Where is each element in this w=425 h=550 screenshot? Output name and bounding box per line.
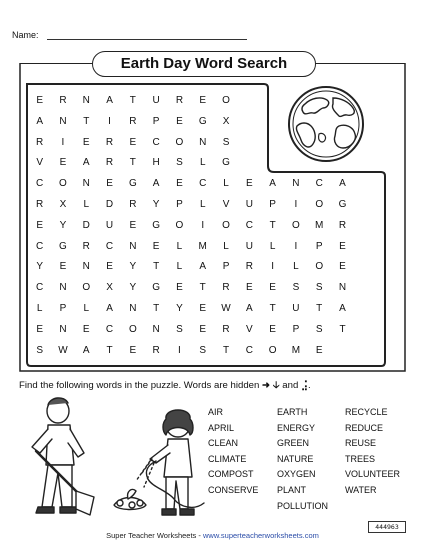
grid-letter[interactable]: N	[152, 323, 160, 335]
arrow-right-icon: ➜	[262, 380, 271, 391]
grid-letter[interactable]: S	[222, 136, 230, 148]
grid-letter[interactable]: G	[338, 198, 347, 210]
grid-letter[interactable]: G	[198, 115, 207, 127]
earth-globe-icon	[283, 82, 373, 164]
grid-letter[interactable]: E	[106, 261, 113, 273]
grid-letter[interactable]: E	[245, 282, 253, 294]
grid-letter[interactable]: A	[106, 95, 113, 106]
grid-letter[interactable]: I	[61, 136, 65, 148]
grid-letter[interactable]: G	[128, 178, 137, 190]
grid-letter[interactable]: C	[245, 344, 253, 356]
grid-letter[interactable]: E	[315, 344, 323, 356]
grid-letter[interactable]: G	[152, 219, 161, 231]
grid-letter[interactable]: C	[105, 240, 114, 252]
grid-letter[interactable]: A	[152, 178, 160, 190]
name-label: Name:	[12, 30, 39, 40]
grid-letter[interactable]: C	[152, 136, 160, 148]
grid-letter[interactable]: T	[222, 344, 230, 356]
grid-letter[interactable]: A	[106, 302, 113, 314]
grid-letter[interactable]: R	[222, 282, 230, 294]
grid-letter[interactable]: S	[315, 323, 323, 335]
grid-letter[interactable]: X	[106, 282, 113, 294]
grid-letter[interactable]: U	[245, 240, 253, 252]
grid-letter[interactable]: N	[129, 240, 137, 252]
grid-letter[interactable]: N	[82, 261, 90, 273]
grid-letter[interactable]: X	[222, 115, 230, 127]
grid-letter[interactable]: C	[105, 323, 114, 335]
grid-letter[interactable]: L	[83, 198, 90, 210]
page-title: Earth Day Word Search	[92, 51, 316, 77]
grid-letter[interactable]: E	[59, 261, 67, 273]
arrow-down-right-icon: ⣨	[300, 380, 309, 391]
grid-letter[interactable]: V	[222, 198, 230, 210]
word-list-item: EARTH	[277, 407, 308, 417]
instructions-and: and	[282, 380, 299, 391]
grid-letter[interactable]: V	[36, 157, 43, 169]
grid-letter[interactable]: R	[222, 323, 230, 335]
instructions-period: .	[308, 380, 311, 391]
grid-letter[interactable]: D	[105, 198, 114, 210]
grid-letter[interactable]: P	[152, 115, 160, 127]
grid-letter[interactable]: E	[199, 323, 207, 335]
grid-letter[interactable]: G	[152, 282, 161, 294]
footer-link[interactable]: www.superteacherworksheets.com	[202, 531, 319, 540]
grid-letter[interactable]: L	[223, 240, 229, 252]
grid-letter[interactable]: L	[293, 261, 299, 273]
grid-letter[interactable]: Y	[59, 219, 67, 231]
grid-letter[interactable]: S	[176, 323, 183, 335]
grid-letter[interactable]: H	[152, 157, 160, 169]
grid-letter[interactable]: T	[129, 95, 136, 106]
grid-letter[interactable]: C	[199, 178, 207, 190]
grid-letter[interactable]: O	[175, 136, 184, 148]
grid-letter[interactable]: C	[315, 178, 323, 190]
grid-letter[interactable]: L	[223, 178, 229, 190]
grid-letter[interactable]: N	[199, 136, 207, 148]
grid-letter[interactable]: P	[269, 198, 276, 210]
grid-letter[interactable]: I	[294, 198, 298, 210]
grid-letter[interactable]: E	[176, 282, 183, 294]
grid-letter[interactable]: T	[269, 302, 276, 314]
grid-letter[interactable]: T	[199, 282, 206, 294]
grid-letter[interactable]: R	[105, 157, 114, 169]
word-list-item: GREEN	[277, 438, 310, 449]
grid-letter[interactable]: W	[221, 302, 231, 314]
grid-letter[interactable]: M	[315, 219, 324, 231]
grid-letter[interactable]: R	[152, 344, 160, 356]
grid-letter[interactable]: A	[36, 115, 43, 127]
grid-letter[interactable]: S	[199, 344, 207, 356]
grid-letter[interactable]: L	[199, 198, 206, 210]
grid-letter[interactable]: R	[59, 95, 67, 106]
grid-letter[interactable]: V	[245, 323, 253, 335]
grid-letter[interactable]: S	[292, 282, 300, 294]
grid-letter[interactable]: S	[36, 344, 43, 356]
grid-letter[interactable]: C	[36, 240, 44, 252]
grid-letter[interactable]: E	[59, 157, 67, 169]
kids-gardening-illustration	[18, 395, 208, 523]
grid-letter[interactable]: M	[198, 240, 207, 252]
grid-letter[interactable]: E	[106, 178, 113, 190]
grid-letter[interactable]: N	[82, 178, 90, 190]
grid-letter[interactable]: N	[338, 282, 347, 294]
grid-letter[interactable]: E	[339, 261, 346, 273]
grid-letter[interactable]: U	[245, 198, 253, 210]
grid-letter[interactable]: U	[105, 219, 114, 231]
grid-letter[interactable]: T	[316, 302, 323, 314]
grid-letter[interactable]: P	[222, 261, 230, 273]
word-list-item: ENERGY	[277, 422, 316, 433]
word-list-item: AIR	[208, 407, 224, 417]
word-list-item: WATER	[345, 484, 377, 495]
grid-letter[interactable]: E	[129, 136, 137, 148]
grid-letter[interactable]: L	[83, 302, 90, 314]
grid-letter[interactable]: R	[36, 198, 44, 210]
grid-letter[interactable]: T	[339, 323, 346, 335]
word-list-item: RECYCLE	[345, 407, 388, 417]
grid-letter[interactable]: O	[268, 344, 277, 356]
grid-letter[interactable]: I	[201, 219, 205, 231]
grid-letter[interactable]: I	[294, 240, 298, 252]
grid-letter[interactable]: X	[59, 198, 67, 210]
grid-letter[interactable]: O	[59, 178, 67, 190]
grid-letter[interactable]: S	[176, 157, 183, 169]
grid-letter[interactable]: O	[128, 323, 137, 335]
word-list-item: APRIL	[208, 422, 235, 433]
grid-letter[interactable]: O	[82, 282, 91, 294]
grid-letter[interactable]: O	[222, 219, 230, 231]
grid-letter[interactable]: Y	[36, 261, 43, 273]
grid-letter[interactable]: N	[59, 282, 67, 294]
word-list-item: OXYGEN	[277, 469, 316, 480]
grid-letter[interactable]: E	[36, 323, 43, 335]
grid-letter[interactable]: E	[245, 178, 253, 190]
grid-letter[interactable]: A	[82, 344, 90, 356]
grid-letter[interactable]: R	[175, 95, 184, 106]
grid-letter[interactable]: L	[176, 240, 183, 252]
grid-letter[interactable]: T	[153, 302, 160, 314]
grid-letter[interactable]: L	[199, 157, 206, 169]
grid-letter[interactable]: O	[292, 219, 300, 231]
grid-letter[interactable]: P	[315, 240, 323, 252]
word-list-item: TREES	[345, 453, 376, 464]
grid-letter[interactable]: O	[175, 219, 184, 231]
grid-letter[interactable]: I	[271, 261, 274, 273]
grid-letter[interactable]: T	[269, 219, 276, 231]
grid-letter[interactable]: I	[108, 115, 111, 127]
word-list-item: CONSERVE	[208, 484, 259, 495]
grid-letter[interactable]: A	[339, 302, 346, 314]
grid-letter[interactable]: E	[82, 323, 90, 335]
grid-letter[interactable]: R	[82, 240, 90, 252]
grid-letter[interactable]: E	[339, 240, 346, 252]
grid-letter[interactable]: C	[36, 282, 44, 294]
grid-letter[interactable]: G	[59, 240, 67, 252]
grid-letter[interactable]: D	[82, 219, 90, 231]
word-list-item: NATURE	[277, 453, 314, 464]
word-list-item: CLEAN	[208, 438, 239, 449]
grid-letter[interactable]: N	[292, 178, 300, 190]
grid-letter[interactable]: O	[315, 261, 324, 273]
grid-letter[interactable]: T	[106, 344, 113, 356]
grid-letter[interactable]: W	[58, 344, 68, 356]
grid-letter[interactable]: R	[129, 198, 137, 210]
grid-letter[interactable]: N	[59, 323, 67, 335]
grid-letter[interactable]: E	[176, 178, 183, 190]
grid-letter[interactable]: A	[199, 261, 207, 273]
grid-letter[interactable]: U	[292, 302, 300, 314]
grid-letter[interactable]: R	[129, 115, 137, 127]
instructions-text: Find the following words in the puzzle. Words are hidden	[19, 380, 260, 391]
grid-letter[interactable]: E	[199, 302, 207, 314]
grid-letter[interactable]: E	[269, 282, 276, 294]
grid-letter[interactable]: R	[338, 219, 347, 231]
grid-letter[interactable]: Y	[129, 282, 137, 294]
grid-letter[interactable]: P	[176, 198, 183, 210]
grid-letter[interactable]: O	[315, 198, 324, 210]
grid-letter[interactable]: A	[339, 178, 346, 190]
word-list-item: CLIMATE	[208, 453, 247, 464]
grid-letter[interactable]: M	[291, 344, 301, 356]
grid-letter[interactable]: P	[292, 323, 300, 335]
grid-letter[interactable]: O	[222, 95, 230, 106]
word-list-item: REDUCE	[345, 422, 384, 433]
word-list-item: COMPOST	[208, 469, 254, 480]
footer-text: Super Teacher Worksheets -	[106, 531, 203, 540]
grid-letter[interactable]: L	[269, 240, 276, 252]
grid-letter[interactable]: E	[129, 219, 137, 231]
grid-letter[interactable]: A	[82, 157, 90, 169]
grid-letter[interactable]: E	[36, 219, 43, 231]
grid-letter[interactable]: L	[36, 302, 43, 314]
grid-letter[interactable]: N	[129, 302, 137, 314]
grid-letter[interactable]: C	[245, 219, 253, 231]
grid-letter[interactable]: R	[105, 136, 114, 148]
grid-letter[interactable]: U	[152, 95, 160, 106]
word-list-item: VOLUNTEER	[345, 469, 401, 480]
grid-letter[interactable]: T	[129, 157, 136, 169]
grid-letter[interactable]: E	[36, 95, 43, 106]
grid-letter[interactable]: N	[59, 115, 67, 127]
grid-letter[interactable]: R	[36, 136, 44, 148]
grid-letter[interactable]: E	[199, 95, 207, 106]
grid-letter[interactable]: E	[152, 240, 160, 252]
grid-letter[interactable]: L	[176, 261, 183, 273]
word-list-item: REUSE	[345, 438, 377, 449]
word-list-item: POLLUTION	[277, 500, 329, 511]
grid-letter[interactable]: Y	[152, 198, 160, 210]
grid-letter[interactable]: E	[176, 115, 183, 127]
grid-letter[interactable]: A	[269, 178, 276, 190]
grid-letter[interactable]: Y	[129, 261, 137, 273]
grid-letter[interactable]: G	[222, 157, 230, 169]
grid-letter[interactable]: C	[36, 178, 44, 190]
grid-letter[interactable]: N	[82, 95, 90, 106]
grid-letter[interactable]: Y	[176, 302, 183, 314]
arrow-down-icon: 🡣	[272, 380, 280, 391]
worksheet-code: 444963	[368, 521, 406, 533]
grid-letter[interactable]: R	[245, 261, 253, 273]
grid-letter[interactable]: T	[83, 115, 90, 127]
grid-letter[interactable]: S	[315, 282, 323, 294]
grid-letter[interactable]: A	[245, 302, 253, 314]
grid-letter[interactable]: P	[59, 302, 67, 314]
grid-letter[interactable]: E	[269, 323, 276, 335]
grid-letter[interactable]: E	[82, 136, 90, 148]
word-list-item: PLANT	[277, 484, 307, 495]
grid-letter[interactable]: T	[153, 261, 160, 273]
grid-letter[interactable]: E	[129, 344, 137, 356]
grid-letter[interactable]: I	[178, 344, 181, 356]
